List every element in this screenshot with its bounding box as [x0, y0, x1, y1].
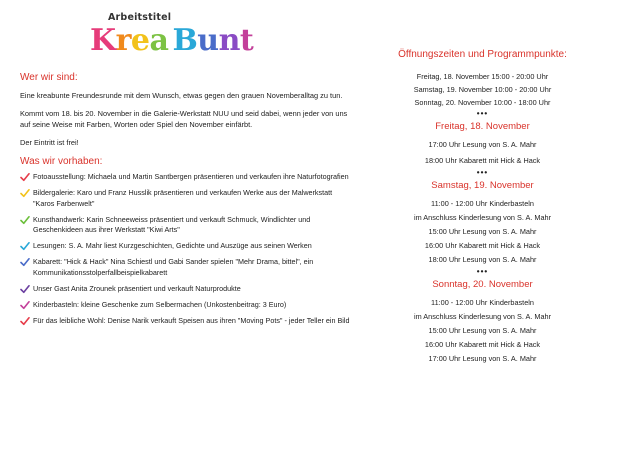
plan-list: [20, 172, 350, 326]
list-item: Unser Gast Anita Zrounek präsentiert und verkauft Naturprodukte: [20, 284, 350, 294]
hours-line: Sonntag, 20. November 10:00 - 18:00 Uhr: [414, 98, 551, 107]
who-heading: Wer wir sind:: [20, 72, 78, 83]
logo: [86, 12, 254, 60]
logo-letter: e: [130, 23, 150, 58]
day-title-saturday: Samstag, 19. November: [431, 180, 534, 191]
checkmark-icon: [20, 257, 30, 267]
separator-dots: •••: [476, 168, 489, 177]
event-line: 17:00 Uhr Lesung von S. A. Mahr: [428, 354, 537, 363]
separator-dots: •••: [476, 109, 489, 118]
checkmark-icon: [20, 316, 30, 326]
hours-line: Freitag, 18. November 15:00 - 20:00 Uhr: [416, 72, 549, 81]
day-title-friday: Freitag, 18. November: [435, 121, 530, 132]
logo-letter: B: [172, 23, 198, 58]
logo-letter: a: [149, 23, 169, 58]
event-line: 16:00 Uhr Kabarett mit Hick & Hack: [424, 340, 541, 349]
event-line: 18:00 Uhr Lesung von S. A. Mahr: [428, 255, 537, 264]
list-item: Kinderbasteln: kleine Geschenke zum Selbermachen (Unkostenbeitrag: 3 Euro): [20, 300, 350, 310]
list-item: Kabarett: "Hick & Hack" Nina Schiestl und Gabi Sander spielen "Mehr Drama, bittel", ein Kommunikationsstolperfallbeispielkabarett: [20, 257, 350, 277]
logo-letter: r: [115, 23, 131, 58]
event-line: im Anschluss Kinderlesung von S. A. Mahr: [413, 213, 552, 222]
logo-letter: K: [90, 23, 116, 58]
logo-wordmark: [90, 23, 253, 58]
left-column: [20, 72, 350, 326]
event-line: 15:00 Uhr Lesung von S. A. Mahr: [428, 227, 537, 236]
who-paragraph-3: Der Eintritt ist frei!: [20, 137, 79, 147]
hours-heading: Öffnungszeiten und Programmpunkte:: [398, 49, 567, 60]
checkmark-icon: [20, 300, 30, 310]
event-line: 15:00 Uhr Lesung von S. A. Mahr: [428, 326, 537, 335]
list-item: Lesungen: S. A. Mahr liest Kurzgeschichten, Gedichte und Auszüge aus seinen Werken: [20, 241, 350, 251]
list-item: Für das leibliche Wohl: Denise Narik verkauft Speisen aus ihren "Moving Pots" - jeder Teller ein Bild: [20, 316, 350, 326]
event-line: 17:00 Uhr Lesung von S. A. Mahr: [428, 140, 537, 149]
event-line: 11:00 - 12:00 Uhr Kinderbasteln: [431, 199, 534, 208]
list-item: Kunsthandwerk: Karin Schneeweiss präsentiert und verkauft Schmuck, Windlichter und Geschenkideen aus ihrer Werkstatt "Kiwi Arts": [20, 215, 350, 235]
checkmark-icon: [20, 172, 30, 182]
logo-subtitle: Arbeitstitel: [108, 12, 172, 23]
separator-dots: •••: [476, 267, 489, 276]
checkmark-icon: [20, 241, 30, 251]
checkmark-icon: [20, 284, 30, 294]
event-line: im Anschluss Kinderlesung von S. A. Mahr: [413, 312, 552, 321]
who-paragraph-1: Eine kreabunte Freundesrunde mit dem Wunsch, etwas gegen den grauen Novemberalltag zu tun.: [20, 91, 343, 100]
logo-letter: n: [218, 23, 240, 58]
logo-letter: t: [239, 23, 254, 58]
event-line: 16:00 Uhr Kabarett mit Hick & Hack: [424, 241, 541, 250]
event-line: 11:00 - 12:00 Uhr Kinderbasteln: [431, 298, 534, 307]
who-paragraph-2: Kommt vom 18. bis 20. November in die Galerie-Werkstatt NUU und seid dabei, wenn jeder von uns auf seine Weise mit Farben, Worten oder Spiel den November einfärbt.: [20, 109, 348, 129]
checkmark-icon: [20, 188, 30, 198]
right-column: [385, 49, 580, 366]
logo-letter: u: [197, 23, 219, 58]
list-item: Bildergalerie: Karo und Franz Husslik präsentieren und verkaufen Werke aus der Malwerkstatt "Karos Farbenwelt": [20, 188, 350, 208]
checkmark-icon: [20, 215, 30, 225]
plan-heading: Was wir vorhaben:: [20, 156, 103, 168]
hours-line: Samstag, 19. November 10:00 - 20:00 Uhr: [413, 85, 552, 94]
event-line: 18:00 Uhr Kabarett mit Hick & Hack: [424, 156, 541, 165]
list-item: Fotoausstellung: Michaela und Martin Santbergen präsentieren und verkaufen ihre Naturfotografien: [20, 172, 350, 182]
day-title-sunday: Sonntag, 20. November: [432, 279, 533, 290]
